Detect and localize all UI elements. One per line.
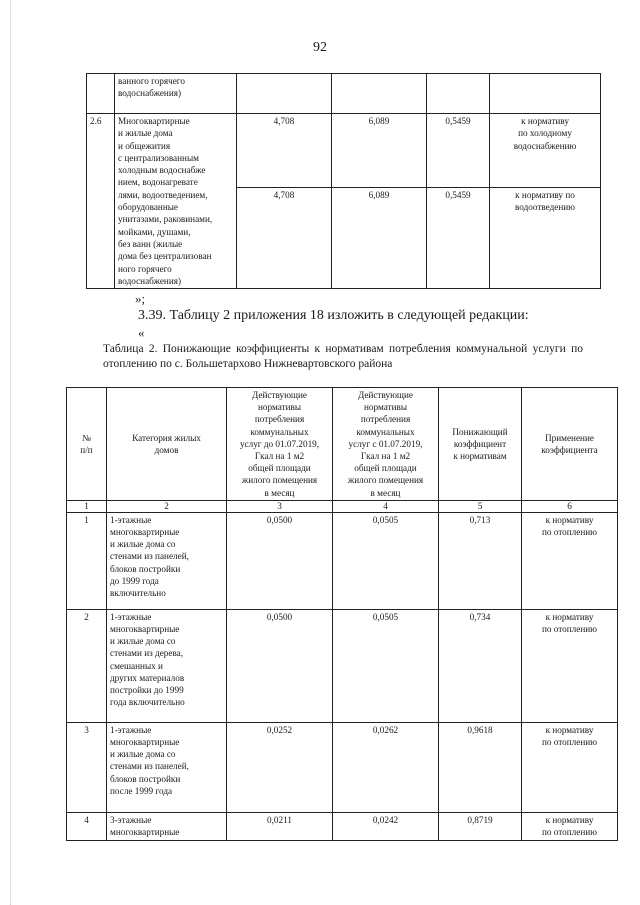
table-row [67,722,618,812]
table-row [87,74,601,114]
opening-quote: « [138,325,145,340]
header-coefficient: Понижающий коэффициент к нормативам [439,388,522,501]
application-cell: к нормативу по отоплению [522,512,618,609]
table-cell [237,74,332,114]
header-category: Категория жилых домов [107,388,227,501]
coefficient-cell: 0,5459 [427,188,490,289]
column-number: 5 [439,500,522,512]
application-cell: к нормативу по отоплению [522,609,618,722]
column-number: 2 [107,500,227,512]
table-row [67,512,618,609]
norm-after-cell: 6,089 [332,188,427,289]
norm-before-cell: 0,0211 [227,812,333,840]
table-caption: Таблица 2. Понижающие коэффициенты к нормативам потребления коммунальной услуги по отоплению по с. Большетархово Нижневартовского района [103,343,583,370]
category-cell: 1-этажные многоквартирные и жилые дома со стенами из дерева, смешанных и других материалов постройки до 1999 года включительно [107,609,227,722]
category-cell: 1-этажные многоквартирные и жилые дома со стенами из панелей, блоков постройки после 1999 года [107,722,227,812]
table-row [67,609,618,722]
norm-before-cell: 0,0500 [227,512,333,609]
row-number-cell: 4 [67,812,107,840]
coefficient-cell: 0,8719 [439,812,522,840]
norm-before-cell: 4,708 [237,188,332,289]
row-number-cell: 1 [67,512,107,609]
column-number: 1 [67,500,107,512]
table-cell [332,74,427,114]
norm-after-cell: 0,0505 [333,609,439,722]
header-row [67,388,618,501]
application-cell: к нормативу по отоплению [522,722,618,812]
column-number: 3 [227,500,333,512]
row-number-cell: 3 [67,722,107,812]
table-row [87,114,601,188]
application-cell: к нормативу по холодному водоснабжению [490,114,601,188]
amendment-instruction: 3.39. Таблицу 2 приложения 18 изложить в следующей редакции: [138,308,529,323]
norm-after-cell: 0,0242 [333,812,439,840]
header-application: Применение коэффициента [522,388,618,501]
application-cell: к нормативу по водоотведению [490,188,601,289]
table-cell [490,74,601,114]
category-cell: ванного горячего водоснабжения) [115,74,237,114]
table-cell [87,74,115,114]
norm-before-cell: 0,0252 [227,722,333,812]
header-norms-after: Действующие нормативы потребления коммунальных услуг с 01.07.2019, Гкал на 1 м2 общей площади жилого помещения в месяц [333,388,439,501]
norm-before-cell: 0,0500 [227,609,333,722]
application-cell: к нормативу по отоплению [522,812,618,840]
header-norms-before: Действующие нормативы потребления коммунальных услуг до 01.07.2019, Гкал на 1 м2 общей площади жилого помещения в месяц [227,388,333,501]
coefficient-cell: 0,9618 [439,722,522,812]
header-num: № п/п [67,388,107,501]
norm-after-cell: 0,0505 [333,512,439,609]
heating-coefficients-table [66,387,618,841]
coefficient-cell: 0,5459 [427,114,490,188]
column-number: 6 [522,500,618,512]
row-number-cell: 2.6 [87,114,115,289]
norm-after-cell: 6,089 [332,114,427,188]
norm-before-cell: 4,708 [237,114,332,188]
category-cell: 3-этажные многоквартирные [107,812,227,840]
column-number: 4 [333,500,439,512]
category-cell: Многоквартирные и жилые дома и общежития с централизованным холодным водоснабже нием, водонагревате лями, водоотведением, оборудованные унитазами, раковинами, мойками, душами, без ванн (жилые дома без централизован ного горячего водоснабжения) [115,114,237,289]
previous-table-continuation [86,73,601,289]
table-cell [427,74,490,114]
page-edge-mark [10,0,12,905]
column-number-row [67,500,618,512]
coefficient-cell: 0,713 [439,512,522,609]
page-number: 92 [313,40,327,55]
table-row [67,812,618,840]
row-number-cell: 2 [67,609,107,722]
norm-after-cell: 0,0262 [333,722,439,812]
coefficient-cell: 0,734 [439,609,522,722]
category-cell: 1-этажные многоквартирные и жилые дома со стенами из панелей, блоков постройки до 1999 года включительно [107,512,227,609]
closing-quote: »; [135,291,146,306]
